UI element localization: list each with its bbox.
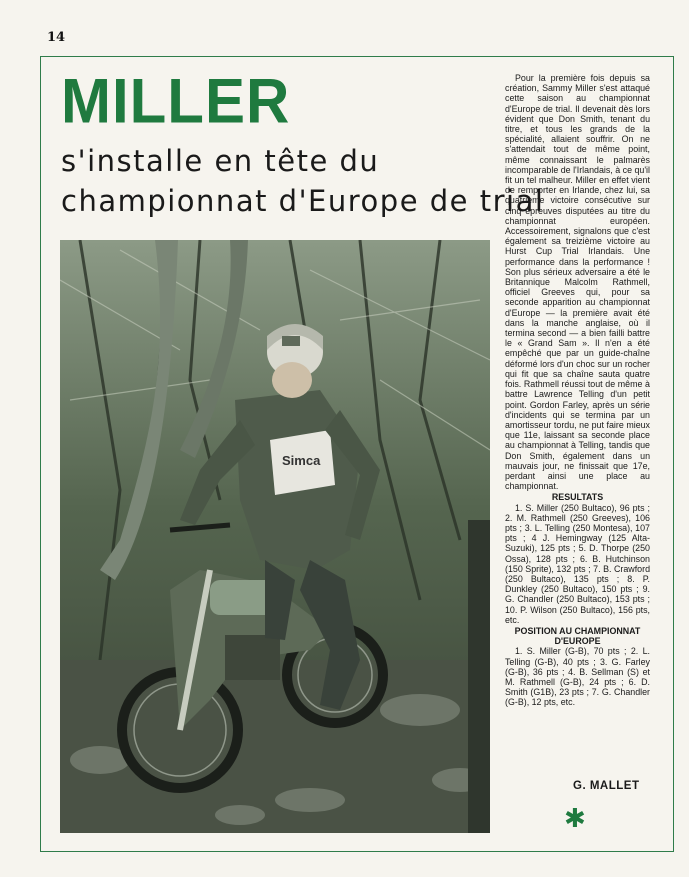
author-signature: G. MALLET bbox=[573, 780, 640, 792]
subheadline-line-2: championnat d'Europe de trial bbox=[61, 184, 545, 218]
rider-bib-label: Simca bbox=[282, 453, 321, 468]
photo-illustration bbox=[60, 240, 490, 833]
subheadline-line-1: s'installe en tête du bbox=[61, 144, 380, 178]
results-list: 1. S. Miller (250 Bultaco), 96 pts ; 2. M. Rathmell (250 Greeves), 106 pts ; 3. L. Telling (250 Montesa), 107 pts ; 4 J. Hemingway (125 Alta-Suzuki), 125 pts ; 5. D. Thorpe (250 Ossa), 128 pts ; 6. B. Hutchinson (150 Sprite), 132 pts ; 7. B. Crawford (250 Bultaco), 135 pts ; 8. P. Dunkley (250 Bultaco), 150 pts ; 9. G. Chandler (250 Bultaco), 153 pts ; 10. P. Wilson (250 Bultaco), 156 pts, etc. bbox=[505, 502, 650, 625]
page-number: 14 bbox=[47, 30, 66, 45]
results-heading: RESULTATS bbox=[551, 492, 604, 503]
article-body: Pour la première fois depuis sa création, Sammy Miller s'est attaqué cette saison au championnat d'Europe de trial. Il devenait dès lors évident que Don Smith, tenant du titre, et tous les grands de la spécialité, allaient souffrir. On ne s'attendait tout de même point, même connaissant le palmarès incomparable de l'Irlandais, à ce qu'il fit un tel malheur. Miller en effet vient de remporter en Irlande, chez lui, sa quatrième victoire consécutive sur cinq épreuves disputées au titre du championnat européen. Accessoirement, signalons que c'est également sa treizième victoire au Hurst Cup Trial Irlandais. Une performance dans la performance ! Son plus sérieux adversaire a été le Britannique Malcolm Rathmell, officiel Greeves qui, pour sa seconde apparition au championnat d'Europe — la première avait été dans la manche anglaise, où il termina second — a bien failli battre le « Grand Sam ». Il n'en a été empêché que par un guide-chaîne déformé lors d'un choc sur un rocher qui fit que sa chaîne sauta quatre fois. Rathmell réussi tout de même à battre Lawrence Telling d'un petit point. Gordon Farley, après un série d'incidents qui se termina par un amortisseur tordu, ne put faire mieux que 11e, laissant sa seconde place au championnat à Telling, tandis que Don Smith, également dans un mauvais jour, ne finissait que 17e, perdant ainsi une place au championnat. bbox=[505, 73, 650, 492]
asterisk-ornament-icon: ✱ bbox=[564, 804, 586, 834]
standings-heading: POSITION AU CHAMPIONNAT D'EUROPE bbox=[514, 625, 641, 647]
standings-list: 1. S. Miller (G-B), 70 pts ; 2. L. Telling (G-B), 40 pts ; 3. G. Farley (G-B), 36 pts ; 4. B. Sellman (S) et M. Rathmell (G-B), 24 pts ; 6. D. Smith (G1B), 23 pts ; 7. G. Chandler (G-B), 12 pts, etc. bbox=[505, 646, 650, 708]
headline: MILLER bbox=[61, 65, 291, 137]
trial-rider-photo bbox=[60, 240, 490, 833]
article-column bbox=[505, 73, 650, 708]
